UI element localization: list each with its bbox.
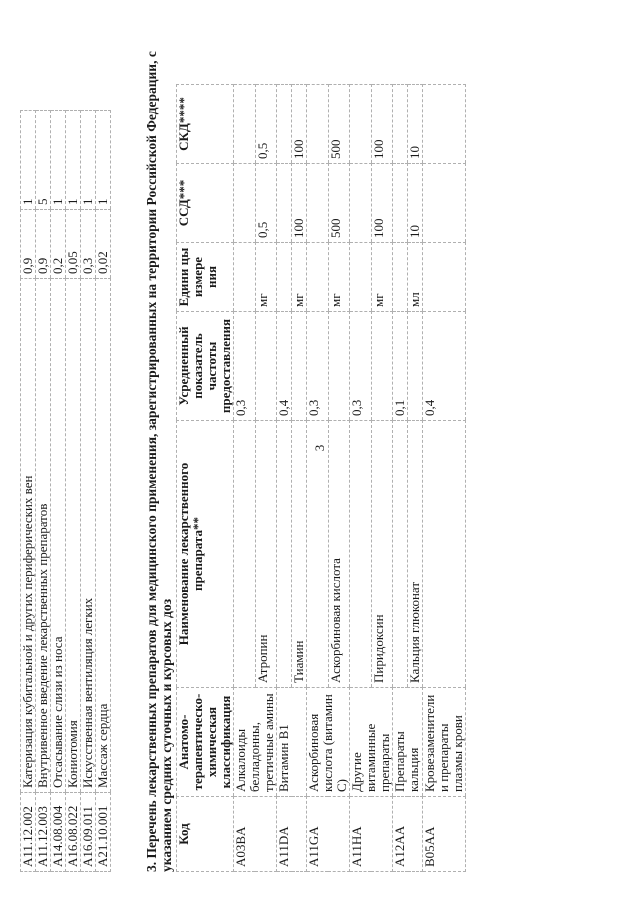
- empty-cell: [292, 312, 307, 421]
- empty-cell: [393, 85, 408, 164]
- drug-ssd: 100: [371, 164, 393, 243]
- header-skd: СКД****: [177, 85, 234, 164]
- service-name: Внутривенное введение лекарственных препаратов: [36, 279, 51, 793]
- drug-skd: 100: [371, 85, 393, 164]
- drug-skd: 10: [408, 85, 423, 164]
- drug-group-atc: Витамин B1: [277, 688, 307, 797]
- table-row: [51, 111, 66, 872]
- service-name: Кониотомия: [66, 279, 81, 793]
- service-frequency: 0,9: [36, 210, 51, 279]
- drug-group-code: B05AA: [423, 797, 466, 872]
- empty-cell: [255, 312, 277, 421]
- service-multiplicity: 1: [51, 111, 66, 210]
- drug-group-code: A11DA: [277, 797, 307, 872]
- table-row: [36, 111, 51, 872]
- table-row: [96, 111, 111, 872]
- service-code: A21.10.001: [96, 793, 111, 872]
- drug-group-frequency: 0,3: [234, 312, 256, 421]
- table-row: [393, 85, 408, 872]
- drug-group-frequency: 0,3: [307, 312, 329, 421]
- empty-cell: [408, 312, 423, 421]
- table-row: [350, 85, 372, 872]
- drug-group-atc: Алкалоиды белладонны, третичные амины: [234, 688, 277, 797]
- service-frequency: 0,2: [51, 210, 66, 279]
- table-row: [277, 85, 292, 872]
- service-code: A11.12.003: [36, 793, 51, 872]
- service-multiplicity: 1: [66, 111, 81, 210]
- empty-cell: [307, 164, 329, 243]
- header-drug-name: Наименование лекарственного препарата**: [177, 421, 234, 688]
- drug-group-code: A11HA: [350, 797, 393, 872]
- drug-group-code: A11GA: [307, 797, 350, 872]
- service-name: Отсасывание слизи из носа: [51, 279, 66, 793]
- empty-cell: [307, 421, 329, 688]
- drug-ssd: 500: [328, 164, 350, 243]
- table-row: [234, 85, 256, 872]
- service-multiplicity: 5: [36, 111, 51, 210]
- header-atc: Анатомо-терапевтическо-химическая классификация: [177, 688, 234, 797]
- empty-cell: [350, 85, 372, 164]
- empty-cell: [350, 164, 372, 243]
- empty-cell: [277, 164, 292, 243]
- drugs-table: [176, 84, 466, 872]
- drug-skd: 500: [328, 85, 350, 164]
- empty-cell: [234, 164, 256, 243]
- service-name: Искусственная вентиляция легких: [81, 279, 96, 793]
- empty-cell: [350, 243, 372, 312]
- drug-group-frequency: 0,4: [423, 312, 466, 421]
- drug-group-atc: Аскорбиновая кислота (витамин C): [307, 688, 350, 797]
- empty-cell: [393, 243, 408, 312]
- drug-skd: 100: [292, 85, 307, 164]
- drug-unit: мг: [255, 243, 277, 312]
- drug-group-atc: Препараты кальция: [393, 688, 423, 797]
- header-code: Код: [177, 797, 234, 872]
- service-frequency: 0,3: [81, 210, 96, 279]
- header-unit: Едини цы измере ния: [177, 243, 234, 312]
- empty-cell: [277, 421, 292, 688]
- empty-cell: [423, 243, 466, 312]
- header-ssd: ССД***: [177, 164, 234, 243]
- empty-cell: [328, 312, 350, 421]
- empty-cell: [307, 243, 329, 312]
- empty-cell: [234, 243, 256, 312]
- drug-name: Аскорбиновая кислота: [328, 421, 350, 688]
- empty-cell: [234, 85, 256, 164]
- header-frequency: Усредненный показатель частоты предоставления: [177, 312, 234, 421]
- service-multiplicity: 1: [21, 111, 36, 210]
- drug-unit: мл: [408, 243, 423, 312]
- services-table: [20, 110, 111, 872]
- drugs-header-row: [177, 85, 234, 872]
- service-code: A14.08.004: [51, 793, 66, 872]
- table-row: [21, 111, 36, 872]
- table-row: [423, 85, 466, 872]
- table-row: [81, 111, 96, 872]
- drug-group-frequency: 0,3: [350, 312, 372, 421]
- drug-group-atc: Другие витаминные препараты: [350, 688, 393, 797]
- empty-cell: [350, 421, 372, 688]
- empty-cell: [277, 243, 292, 312]
- empty-cell: [307, 85, 329, 164]
- service-code: A16.09.011: [81, 793, 96, 872]
- rotated-page-content: [20, 24, 620, 872]
- drug-unit: мг: [292, 243, 307, 312]
- table-row: [66, 111, 81, 872]
- service-code: A16.08.022: [66, 793, 81, 872]
- service-code: A11.12.002: [21, 793, 36, 872]
- table-row: [307, 85, 329, 872]
- drug-group-frequency: 0,4: [277, 312, 292, 421]
- service-frequency: 0,9: [21, 210, 36, 279]
- drug-skd: 0,5: [255, 85, 277, 164]
- empty-cell: [423, 421, 466, 688]
- drug-group-atc: Кровезаменители и препараты плазмы крови: [423, 688, 466, 797]
- empty-cell: [423, 85, 466, 164]
- service-frequency: 0,02: [96, 210, 111, 279]
- drug-unit: мг: [371, 243, 393, 312]
- empty-cell: [393, 164, 408, 243]
- service-name: Массаж сердца: [96, 279, 111, 793]
- drug-group-frequency: 0,1: [393, 312, 408, 421]
- drug-ssd: 0,5: [255, 164, 277, 243]
- service-multiplicity: 1: [81, 111, 96, 210]
- drug-name: Тиамин: [292, 421, 307, 688]
- section-3-title: 3. Перечень лекарственных препаратов для медицинского применения, зарегистрированных на территории Российской Федерации, с указанием средних суточных и курсовых доз: [144, 51, 174, 872]
- drug-unit: мг: [328, 243, 350, 312]
- drug-name: Атропин: [255, 421, 277, 688]
- service-name: Катеризация кубитальной и других периферических вен: [21, 279, 36, 793]
- service-multiplicity: 1: [96, 111, 111, 210]
- drug-group-code: A03BA: [234, 797, 277, 872]
- drug-group-code: A12AA: [393, 797, 423, 872]
- empty-cell: [277, 85, 292, 164]
- drug-name: Пиридоксин: [371, 421, 393, 688]
- empty-cell: [423, 164, 466, 243]
- empty-cell: [393, 421, 408, 688]
- drug-name: Кальция глюконат: [408, 421, 423, 688]
- drug-ssd: 10: [408, 164, 423, 243]
- empty-cell: [371, 312, 393, 421]
- drug-ssd: 100: [292, 164, 307, 243]
- empty-cell: [234, 421, 256, 688]
- service-frequency: 0,05: [66, 210, 81, 279]
- page-number: 3: [312, 444, 327, 452]
